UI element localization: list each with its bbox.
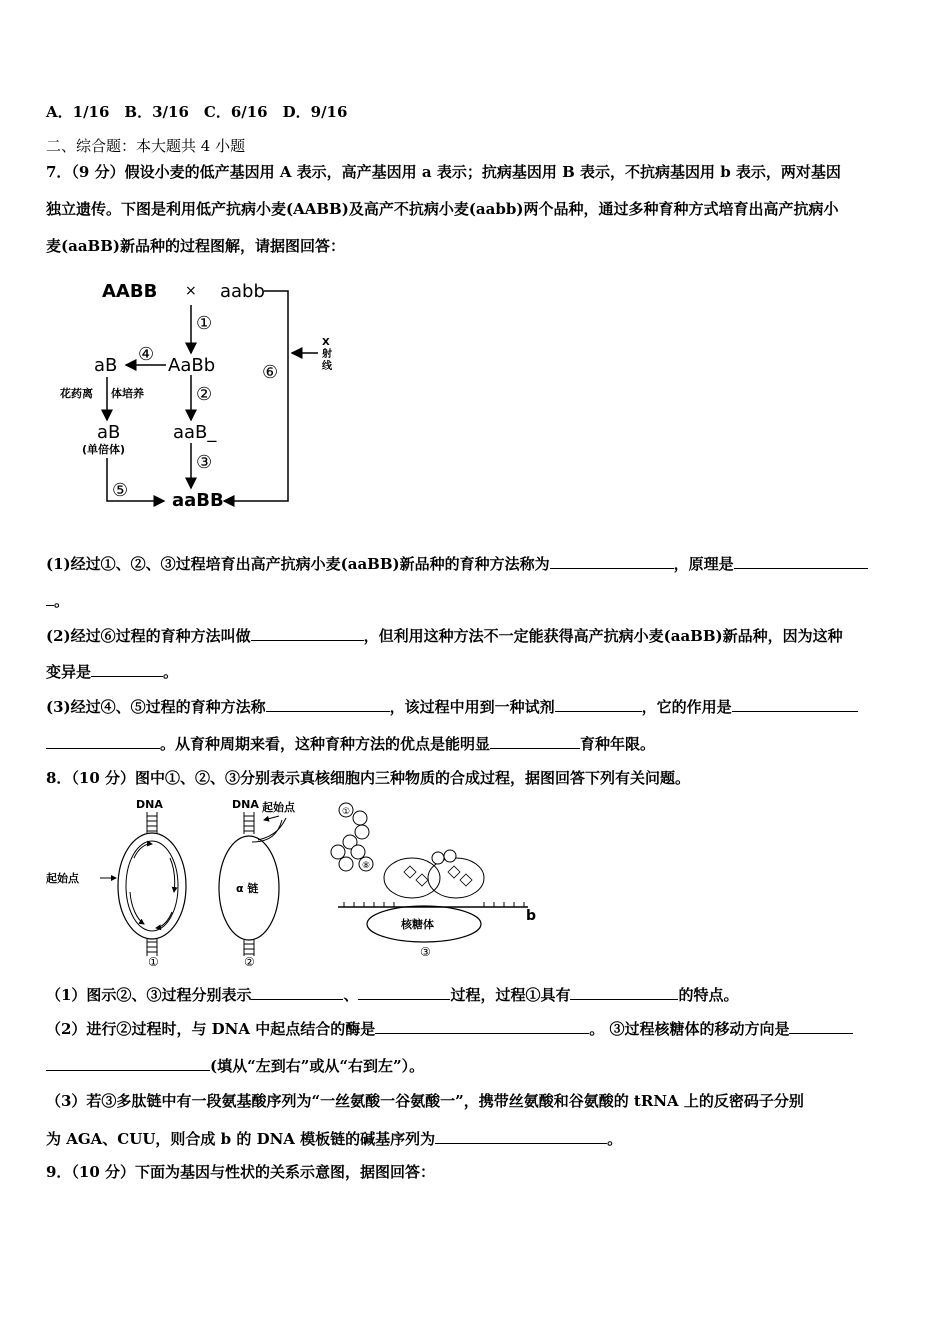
xray-label-1: X (322, 337, 330, 348)
q7-part2 (46, 625, 843, 646)
step3-label: ③ (196, 452, 213, 473)
q7-p2-text-d: 。 (163, 663, 179, 681)
q7-p1-blank-principle[interactable] (734, 553, 868, 569)
q8-part2 (46, 1018, 853, 1039)
diagram-parent-aabb-upper: AABB (102, 281, 158, 302)
q6-options: A．1/16 B．3/16 C．6/16 D．9/16 (46, 103, 348, 121)
diagram-result: aaBB (172, 490, 224, 511)
q7-p3-blank-effect-cont[interactable] (46, 733, 160, 749)
origin-label-2: 起始点 (262, 801, 295, 814)
q8-p1-blank-feature[interactable] (570, 984, 678, 1000)
q7-p3-text-a: (3)经过④、⑤过程的育种方法称 (46, 698, 266, 716)
diagram-haploid: aB (97, 422, 121, 443)
q7-p2-blank-variation[interactable] (91, 661, 163, 677)
q7-p3-blank-method[interactable] (266, 696, 390, 712)
q8-part2-cont (46, 1055, 424, 1076)
diagram-selected: aaB_ (173, 422, 217, 443)
amino-acid-label-8: ⑧ (362, 861, 371, 871)
haploid-note: (单倍体) (82, 443, 126, 456)
step5-label: ⑤ (112, 480, 129, 501)
diagram-label-1: ① (148, 955, 159, 966)
q7-p3-text-c: ，它的作用是 (641, 698, 732, 716)
q7-part2-cont (46, 661, 178, 682)
diagram-cross-symbol: × (185, 283, 197, 299)
q7-p1-blank-method[interactable] (550, 553, 674, 569)
q7-p3-text-d: 。从育种周期来看，这种育种方法的优点是能明显 (160, 735, 491, 753)
q7-p2-text-c: 变异是 (46, 663, 92, 681)
q7-p3-text-e: 育种年限。 (580, 735, 656, 753)
q7-intro-line2: 独立遗传。下图是利用低产抗病小麦(AABB)及高产不抗病小麦(aabb)两个品种，通过多种育种方式培育出高产抗病小 (46, 200, 839, 218)
q8-p1-text-c: 过程，过程①具有 (450, 986, 571, 1004)
q7-p2-text-b: ，但利用这种方法不一定能获得高产抗病小麦(aaBB)新品种，因为这种 (363, 627, 843, 645)
q8-p1-text-a: （1）图示②、③过程分别表示 (46, 986, 252, 1004)
q8-p3-text-b: 为 AGA、CUU，则合成 b 的 DNA 模板链的碱基序列为 (46, 1130, 436, 1148)
q7-p3-blank-shorten[interactable] (490, 733, 580, 749)
q8-p1-blank-process2[interactable] (251, 984, 343, 1000)
b-label: b (526, 908, 537, 924)
amino-acid-label-1: ① (342, 807, 351, 817)
q8-part3-cont (46, 1128, 622, 1149)
diagram-label-3: ③ (420, 945, 431, 959)
origin-label-1: 起始点 (46, 872, 79, 885)
arrow-step6 (224, 291, 288, 501)
q7-p3-text-b: ，该过程中用到一种试剂 (389, 698, 555, 716)
ribosome-label: 核糖体 (401, 918, 434, 931)
q9-intro-text: 9．（10 分）下面为基因与性状的关系示意图，据图回答： (46, 1163, 436, 1181)
replication-diagram (46, 798, 186, 966)
q7-intro-1: 7．（9 分）假设小麦的低产基因用 A 表示，高产基因用 a 表示；抗病基因用 B 表示，不抗病基因用 b 表示，两对基因 (46, 163, 841, 181)
diagram-label-2: ② (244, 955, 255, 966)
q8-part1 (46, 984, 739, 1005)
q7-p3-blank-reagent[interactable] (555, 696, 642, 712)
q8-p2-text-c: (填从“左到右”或从“右到左”）。 (210, 1057, 425, 1075)
q8-synthesis-diagram (44, 796, 554, 966)
q7-p1-text-c: 。 (54, 592, 70, 610)
q7-breeding-diagram (60, 275, 360, 520)
q9-intro (46, 1162, 435, 1182)
translation-diagram (331, 803, 536, 959)
q7-intro-line3: 麦(aaBB)新品种的过程图解，请据图回答： (46, 237, 345, 255)
q8-intro (46, 768, 690, 788)
step2-label: ② (196, 384, 213, 405)
q8-part3: （3）若③多肽链中有一段氨基酸序列为“一丝氨酸一谷氨酸一”，携带丝氨酸和谷氨酸的 tRNA 上的反密码子分别 (46, 1092, 804, 1110)
xray-label-3: 线 (322, 361, 332, 372)
q7-p1-text-b: ，原理是 (673, 555, 734, 573)
q8-p3-blank-template[interactable] (435, 1128, 607, 1144)
section2-title: 二、综合题：本大题共 4 小题 (46, 137, 246, 155)
q8-p1-text-d: 的特点。 (678, 986, 739, 1004)
alpha-chain-label: α 链 (236, 882, 259, 895)
q7-p1-text-a: (1)经过①、②、③过程培育出高产抗病小麦(aaBB)新品种的育种方法称为 (46, 555, 550, 573)
q8-p1-blank-process3[interactable] (358, 984, 450, 1000)
q7-p1-blank-principle-cont[interactable] (46, 590, 54, 606)
diagram-gamete: aB (94, 355, 118, 376)
q8-p2-blank-direction-cont[interactable] (46, 1055, 210, 1071)
q7-p2-text-a: (2)经过⑥过程的育种方法叫做 (46, 627, 251, 645)
q8-p2-text-b: 。 ③过程核糖体的移动方向是 (589, 1020, 790, 1038)
step4-label: ④ (138, 344, 155, 365)
dna-label-2: DNA (232, 798, 259, 811)
q7-p2-blank-method[interactable] (251, 625, 364, 641)
dna-label-1: DNA (136, 798, 163, 811)
q8-p1-text-b: 、 (343, 986, 359, 1004)
step1-label: ① (196, 313, 213, 334)
diagram-f1: AaBb (168, 355, 216, 376)
q8-p3-text-c: 。 (607, 1130, 623, 1148)
diagram-parent-aabb-lower: aabb (220, 281, 265, 302)
xray-label-2: 射 (322, 349, 332, 360)
anther-culture-label-2: 体培养 (111, 387, 144, 400)
q7-p3-blank-effect[interactable] (732, 696, 858, 712)
q7-part3-cont (46, 733, 655, 754)
q8-p2-blank-enzyme[interactable] (375, 1018, 589, 1034)
q8-p2-text-a: （2）进行②过程时，与 DNA 中起点结合的酶是 (46, 1020, 376, 1038)
step6-label: ⑥ (262, 362, 279, 383)
transcription-diagram (219, 798, 296, 966)
anther-culture-label-1: 花药离 (60, 387, 93, 400)
q7-part3 (46, 696, 858, 717)
q7-part1-cont (46, 590, 69, 611)
q8-intro-text: 8．（10 分）图中①、②、③分别表示真核细胞内三种物质的合成过程，据图回答下列有关问题。 (46, 769, 691, 787)
q8-p2-blank-direction[interactable] (789, 1018, 853, 1034)
q7-part1 (46, 553, 868, 574)
q7-intro-line1 (46, 162, 841, 182)
